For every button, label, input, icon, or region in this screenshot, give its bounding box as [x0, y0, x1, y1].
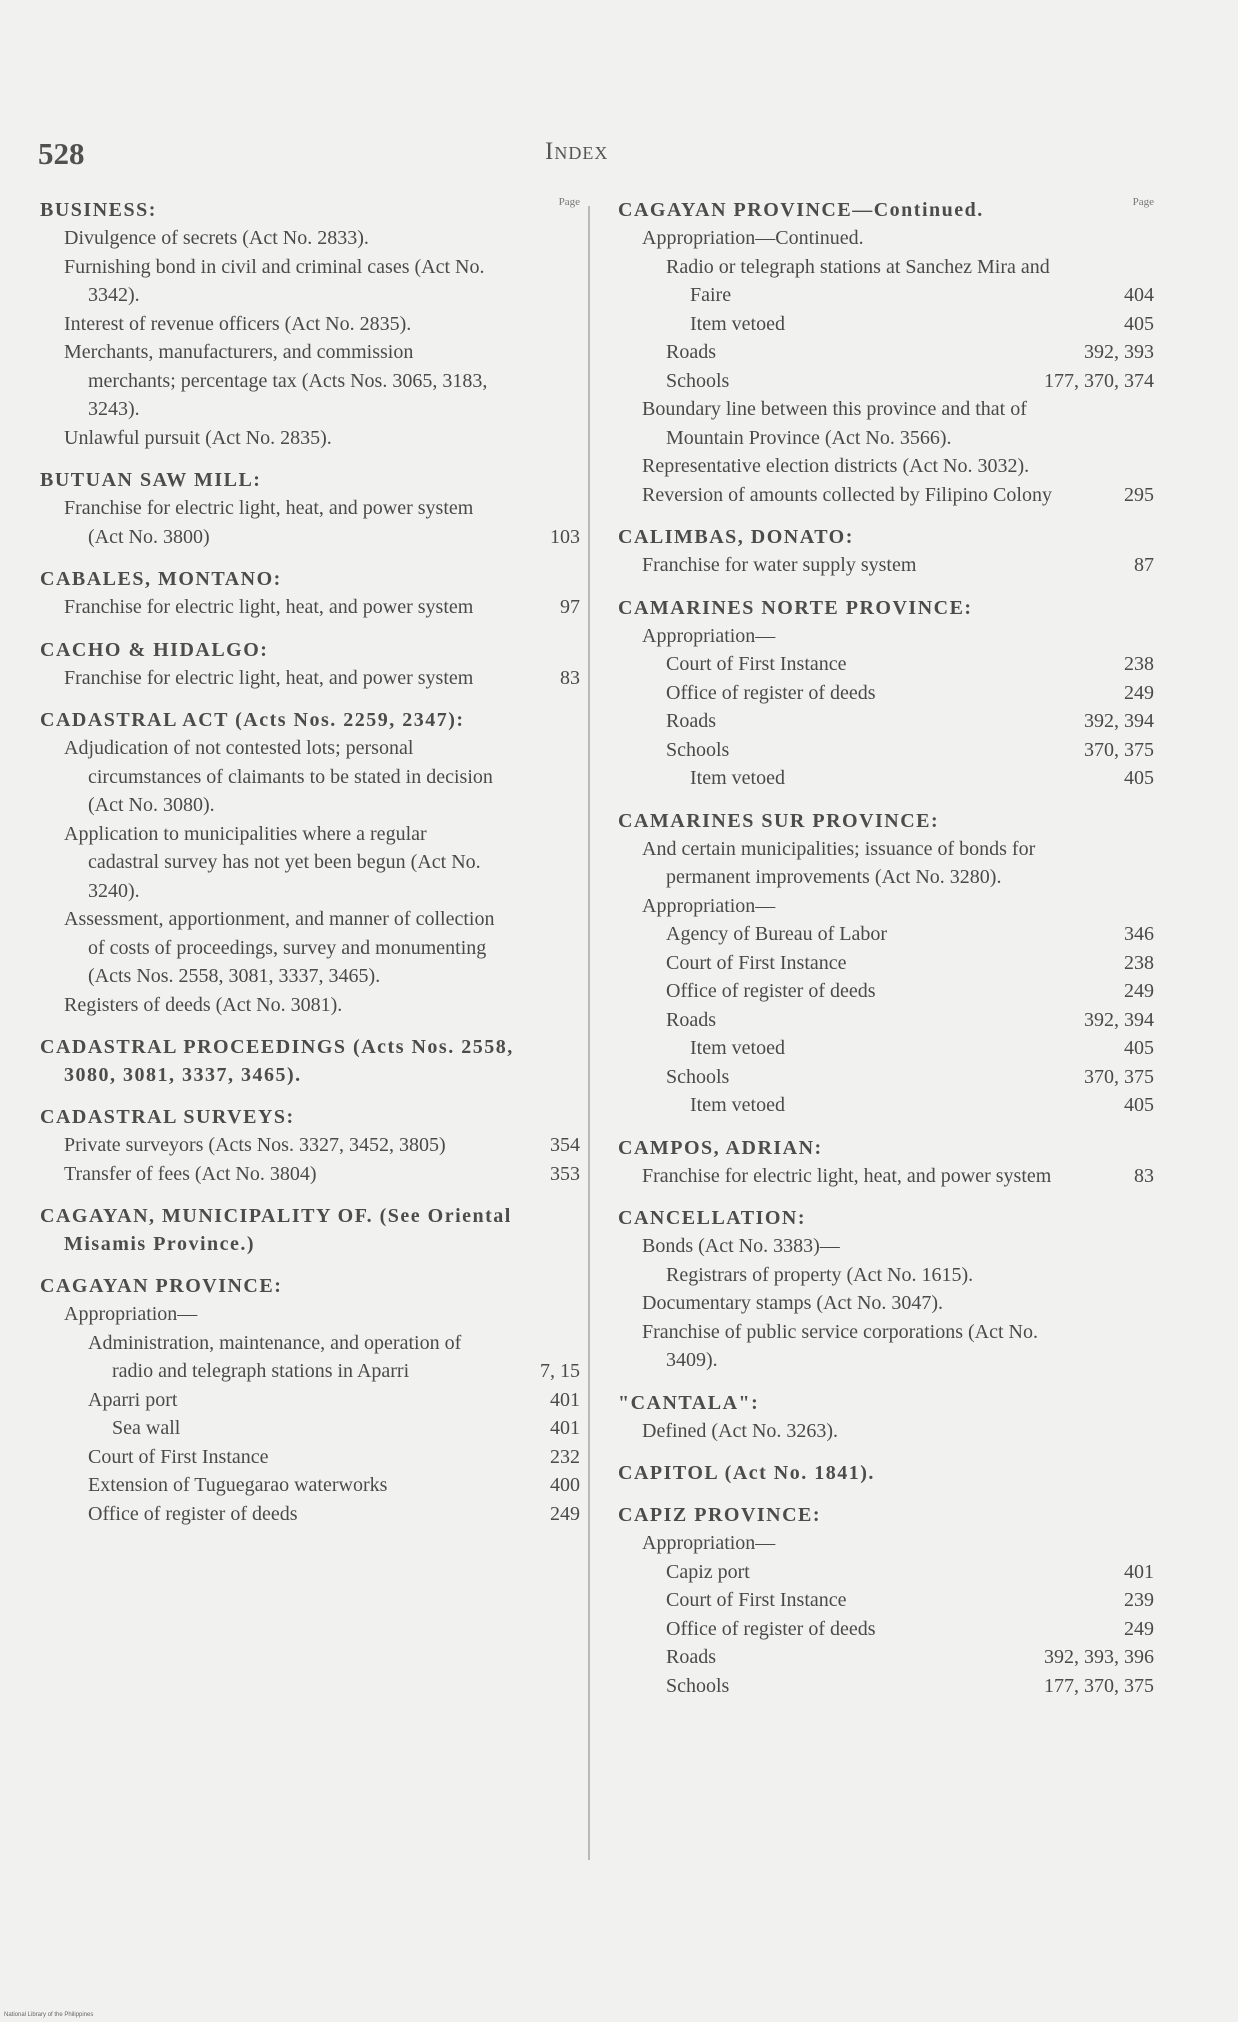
entry-row: [40, 593, 580, 622]
entry-row: [618, 1091, 1154, 1120]
index-entry: [618, 1134, 1154, 1191]
page-reference: 249: [1124, 980, 1154, 1002]
entry-row: [40, 1300, 580, 1329]
entry-heading: CAMARINES SUR PROVINCE:: [618, 809, 940, 832]
index-entry: [40, 565, 580, 622]
entry-row: [618, 1063, 1154, 1092]
entry-text: Office of register of deeds: [88, 1502, 298, 1525]
page-reference: 238: [1124, 951, 1154, 974]
entry-row: [618, 622, 1154, 651]
entry-row: [618, 1318, 1154, 1375]
entry-row: [618, 1586, 1154, 1615]
left-column: [40, 196, 580, 1542]
entry-row: [618, 338, 1154, 367]
page-reference: 239: [1124, 1589, 1154, 1611]
page-reference: 232: [550, 1445, 580, 1468]
entry-row: [618, 736, 1154, 765]
entry-text: Registers of deeds (Act No. 3081).: [64, 993, 343, 1016]
entry-row: [618, 949, 1154, 978]
entry-row: [40, 1329, 580, 1386]
right-entries: [618, 196, 1154, 1700]
entry-text: Franchise for electric light, heat, and power system (Act No. 3800): [64, 497, 474, 548]
page-number: 528: [38, 136, 85, 171]
entry-heading: CAPITOL (Act No. 1841).: [618, 1462, 875, 1484]
entry-row: [618, 1034, 1154, 1063]
entry-text: Item vetoed: [690, 767, 785, 789]
entry-heading: CAPIZ PROVINCE:: [618, 1504, 822, 1526]
entry-text: Item vetoed: [690, 1094, 785, 1116]
page-reference: 392, 394: [1084, 1008, 1154, 1031]
entry-text: Franchise for water supply system: [642, 554, 917, 576]
entry-row: [40, 820, 580, 906]
index-entry: [618, 523, 1154, 580]
entry-row: [618, 452, 1154, 481]
entry-text: Boundary line between this province and that of Mountain Province (Act No. 3566).: [642, 398, 1027, 449]
page-reference: 405: [1124, 312, 1154, 335]
index-entry: [618, 1389, 1154, 1446]
page-reference: 370, 375: [1084, 738, 1154, 761]
entry-text: Radio or telegraph stations at Sanchez Mira and Faire: [666, 255, 1050, 306]
entry-row: [618, 1529, 1154, 1558]
page-reference: 295: [1124, 483, 1154, 506]
entry-row: [618, 395, 1154, 452]
entry-text: Roads: [666, 1008, 716, 1031]
entry-text: Court of First Instance: [666, 1589, 847, 1611]
entry-heading: CALIMBAS, DONATO:: [618, 526, 854, 548]
entry-heading: BUSINESS:: [40, 199, 157, 221]
entry-text: Schools: [666, 369, 730, 392]
index-entry: [40, 636, 580, 693]
entry-text: Unlawful pursuit (Act No. 2835).: [64, 426, 332, 449]
entry-row: [618, 1162, 1154, 1191]
page-reference: 177, 370, 375: [1044, 1674, 1154, 1697]
entry-text: Aparri port: [88, 1388, 178, 1411]
page-reference: 354: [550, 1134, 580, 1156]
entry-row: [618, 764, 1154, 793]
page-reference: 346: [1124, 923, 1154, 945]
entry-text: Roads: [666, 341, 716, 363]
entry-text: And certain municipalities; issuance of bonds for permanent improvements (Act No. 3280).: [642, 837, 1036, 888]
entry-text: Franchise for electric light, heat, and power system: [64, 666, 474, 689]
entry-row: [618, 835, 1154, 892]
entry-row: [618, 1232, 1154, 1261]
entry-text: Representative election districts (Act No. 3032).: [642, 455, 1030, 477]
index-entry: [618, 1204, 1154, 1375]
entry-row: [618, 1615, 1154, 1644]
index-entry: [40, 1033, 580, 1089]
entry-text: Franchise for electric light, heat, and power system: [642, 1164, 1052, 1187]
entry-heading: CAGAYAN, MUNICIPALITY OF. (See Oriental Misamis Province.): [40, 1205, 512, 1255]
entry-row: [40, 310, 580, 339]
page-reference: 404: [1124, 284, 1154, 306]
entry-text: Defined (Act No. 3263).: [642, 1419, 839, 1442]
page-reference: 249: [550, 1502, 580, 1525]
page-reference: 400: [550, 1474, 580, 1496]
entry-heading: CADASTRAL SURVEYS:: [40, 1106, 295, 1128]
entry-row: [40, 1160, 580, 1189]
entry-text: Schools: [666, 1065, 730, 1088]
entry-text: Furnishing bond in civil and criminal cases (Act No. 3342).: [64, 255, 485, 306]
entry-row: [40, 905, 580, 991]
index-entry: [40, 1103, 580, 1188]
entry-row: [618, 920, 1154, 949]
entry-row: [40, 1131, 580, 1160]
index-entry: [618, 196, 1154, 509]
entry-text: Court of First Instance: [666, 951, 847, 974]
page-reference: 103: [550, 525, 580, 548]
index-entry: [618, 1501, 1154, 1700]
entry-row: [618, 1643, 1154, 1672]
page-reference: 401: [550, 1417, 580, 1439]
page-reference: 392, 393, 396: [1044, 1646, 1154, 1668]
right-column: [618, 196, 1154, 1714]
entry-row: [40, 494, 580, 551]
index-entry: [40, 466, 580, 551]
entry-text: Court of First Instance: [666, 653, 847, 675]
index-entry: [618, 1459, 1154, 1487]
footer-note: National Library of the Philippines: [4, 2012, 94, 2018]
entry-row: [618, 224, 1154, 253]
entry-text: Application to municipalities where a regular cadastral survey has not yet been begun (Act No. 3240).: [64, 822, 481, 902]
entry-text: Merchants, manufacturers, and commission merchants; percentage tax (Acts Nos. 3065, 3183, 3243).: [64, 341, 488, 420]
entry-row: [618, 650, 1154, 679]
entry-row: [618, 977, 1154, 1006]
entry-text: Office of register of deeds: [666, 980, 876, 1002]
page-reference: 97: [560, 596, 580, 618]
entry-text: Registrars of property (Act No. 1615).: [666, 1263, 974, 1286]
page-reference: 405: [1124, 767, 1154, 789]
entry-text: Office of register of deeds: [666, 681, 876, 704]
entry-heading: CADASTRAL PROCEEDINGS (Acts Nos. 2558, 3080, 3081, 3337, 3465).: [40, 1036, 514, 1086]
page-reference: 370, 375: [1084, 1065, 1154, 1088]
entry-row: [618, 679, 1154, 708]
page-reference: 177, 370, 374: [1044, 369, 1154, 392]
entry-row: [618, 367, 1154, 396]
entry-row: [40, 1386, 580, 1415]
entry-row: [618, 1417, 1154, 1446]
entry-text: Appropriation—: [64, 1303, 198, 1325]
entry-text: Schools: [666, 738, 730, 761]
entry-text: Documentary stamps (Act No. 3047).: [642, 1292, 944, 1314]
entry-heading: CANCELLATION:: [618, 1207, 807, 1229]
entry-row: [618, 1289, 1154, 1318]
entry-text: Roads: [666, 710, 716, 732]
entry-text: Adjudication of not contested lots; personal circumstances of claimants to be stated in decision (Act No. 3080).: [64, 737, 493, 816]
column-divider: [588, 206, 590, 1860]
page-reference: 249: [1124, 681, 1154, 704]
entry-heading: CACHO & HIDALGO:: [40, 638, 269, 661]
left-entries: [40, 196, 580, 1528]
entry-row: [618, 707, 1154, 736]
page-reference: 401: [1124, 1560, 1154, 1583]
entry-row: [40, 424, 580, 453]
page-reference: 405: [1124, 1037, 1154, 1059]
page-reference: 87: [1134, 554, 1154, 576]
entry-row: [40, 1414, 580, 1443]
entry-text: Divulgence of secrets (Act No. 2833).: [64, 227, 369, 249]
entry-row: [40, 991, 580, 1020]
page-reference: 83: [1134, 1164, 1154, 1187]
index-entry: [40, 196, 580, 452]
entry-text: Assessment, apportionment, and manner of collection of costs of proceedings, survey and monumenting (Acts Nos. 2558, 3081, 3337, 3465).: [64, 908, 495, 987]
entry-heading: CAGAYAN PROVINCE—Continued.: [618, 199, 984, 221]
entry-heading: CAGAYAN PROVINCE:: [40, 1275, 283, 1297]
entry-text: Court of First Instance: [88, 1445, 269, 1468]
entry-text: Franchise of public service corporations (Act No. 3409).: [642, 1320, 1038, 1371]
entry-row: [618, 551, 1154, 580]
entry-text: Roads: [666, 1646, 716, 1668]
entry-heading: "CANTALA":: [618, 1391, 760, 1414]
entry-row: [618, 1558, 1154, 1587]
entry-row: [40, 1500, 580, 1529]
entry-row: [618, 310, 1154, 339]
entry-row: [40, 734, 580, 820]
entry-heading: CABALES, MONTANO:: [40, 568, 282, 590]
entry-text: Private surveyors (Acts Nos. 3327, 3452, 3805): [64, 1134, 446, 1156]
entry-heading: CAMARINES NORTE PROVINCE:: [618, 596, 973, 619]
entry-row: [40, 338, 580, 424]
entry-text: Item vetoed: [690, 312, 785, 335]
entry-heading: CAMPOS, ADRIAN:: [618, 1136, 823, 1159]
page-column-label: Page: [558, 196, 580, 208]
running-head: Index: [545, 138, 609, 165]
entry-text: Schools: [666, 1674, 730, 1697]
entry-row: [618, 481, 1154, 510]
entry-text: Office of register of deeds: [666, 1617, 876, 1640]
entry-text: Appropriation—Continued.: [642, 227, 864, 249]
page-reference: 83: [560, 666, 580, 689]
entry-text: Administration, maintenance, and operation of radio and telegraph stations in Aparri: [88, 1331, 462, 1382]
entry-text: Interest of revenue officers (Act No. 2835).: [64, 312, 412, 335]
page-reference: 401: [550, 1388, 580, 1411]
page-reference: 238: [1124, 653, 1154, 675]
page-reference: 392, 393: [1084, 341, 1154, 363]
entry-row: [618, 1006, 1154, 1035]
entry-text: Reversion of amounts collected by Filipino Colony: [642, 483, 1052, 506]
page-column-label: Page: [1132, 196, 1154, 208]
page-reference: 7, 15: [540, 1360, 580, 1382]
entry-text: Transfer of fees (Act No. 3804): [64, 1162, 317, 1185]
page-reference: 353: [550, 1162, 580, 1185]
entry-row: [618, 1672, 1154, 1701]
entry-text: Franchise for electric light, heat, and power system: [64, 596, 474, 618]
entry-text: Agency of Bureau of Labor: [666, 923, 888, 945]
entry-row: [40, 253, 580, 310]
entry-row: [618, 892, 1154, 921]
entry-text: Appropriation—: [642, 1532, 776, 1554]
entry-row: [618, 253, 1154, 310]
entry-text: Capiz port: [666, 1560, 750, 1583]
entry-text: Sea wall: [112, 1417, 181, 1439]
entry-heading: CADASTRAL ACT (Acts Nos. 2259, 2347):: [40, 709, 465, 731]
entry-text: Item vetoed: [690, 1037, 785, 1059]
index-entry: [40, 1272, 580, 1528]
entry-text: Extension of Tuguegarao waterworks: [88, 1474, 388, 1496]
entry-text: Appropriation—: [642, 894, 776, 917]
index-entry: [618, 594, 1154, 793]
entry-row: [40, 1443, 580, 1472]
entry-text: Appropriation—: [642, 624, 776, 647]
entry-row: [40, 1471, 580, 1500]
page-reference: 405: [1124, 1094, 1154, 1116]
entry-row: [40, 224, 580, 253]
entry-row: [618, 1261, 1154, 1290]
entry-heading: BUTUAN SAW MILL:: [40, 469, 262, 491]
index-entry: [618, 807, 1154, 1120]
index-entry: [40, 706, 580, 1019]
entry-row: [40, 664, 580, 693]
page-reference: 249: [1124, 1617, 1154, 1640]
page-reference: 392, 394: [1084, 710, 1154, 732]
index-entry: [40, 1202, 580, 1258]
entry-text: Bonds (Act No. 3383)—: [642, 1235, 840, 1257]
